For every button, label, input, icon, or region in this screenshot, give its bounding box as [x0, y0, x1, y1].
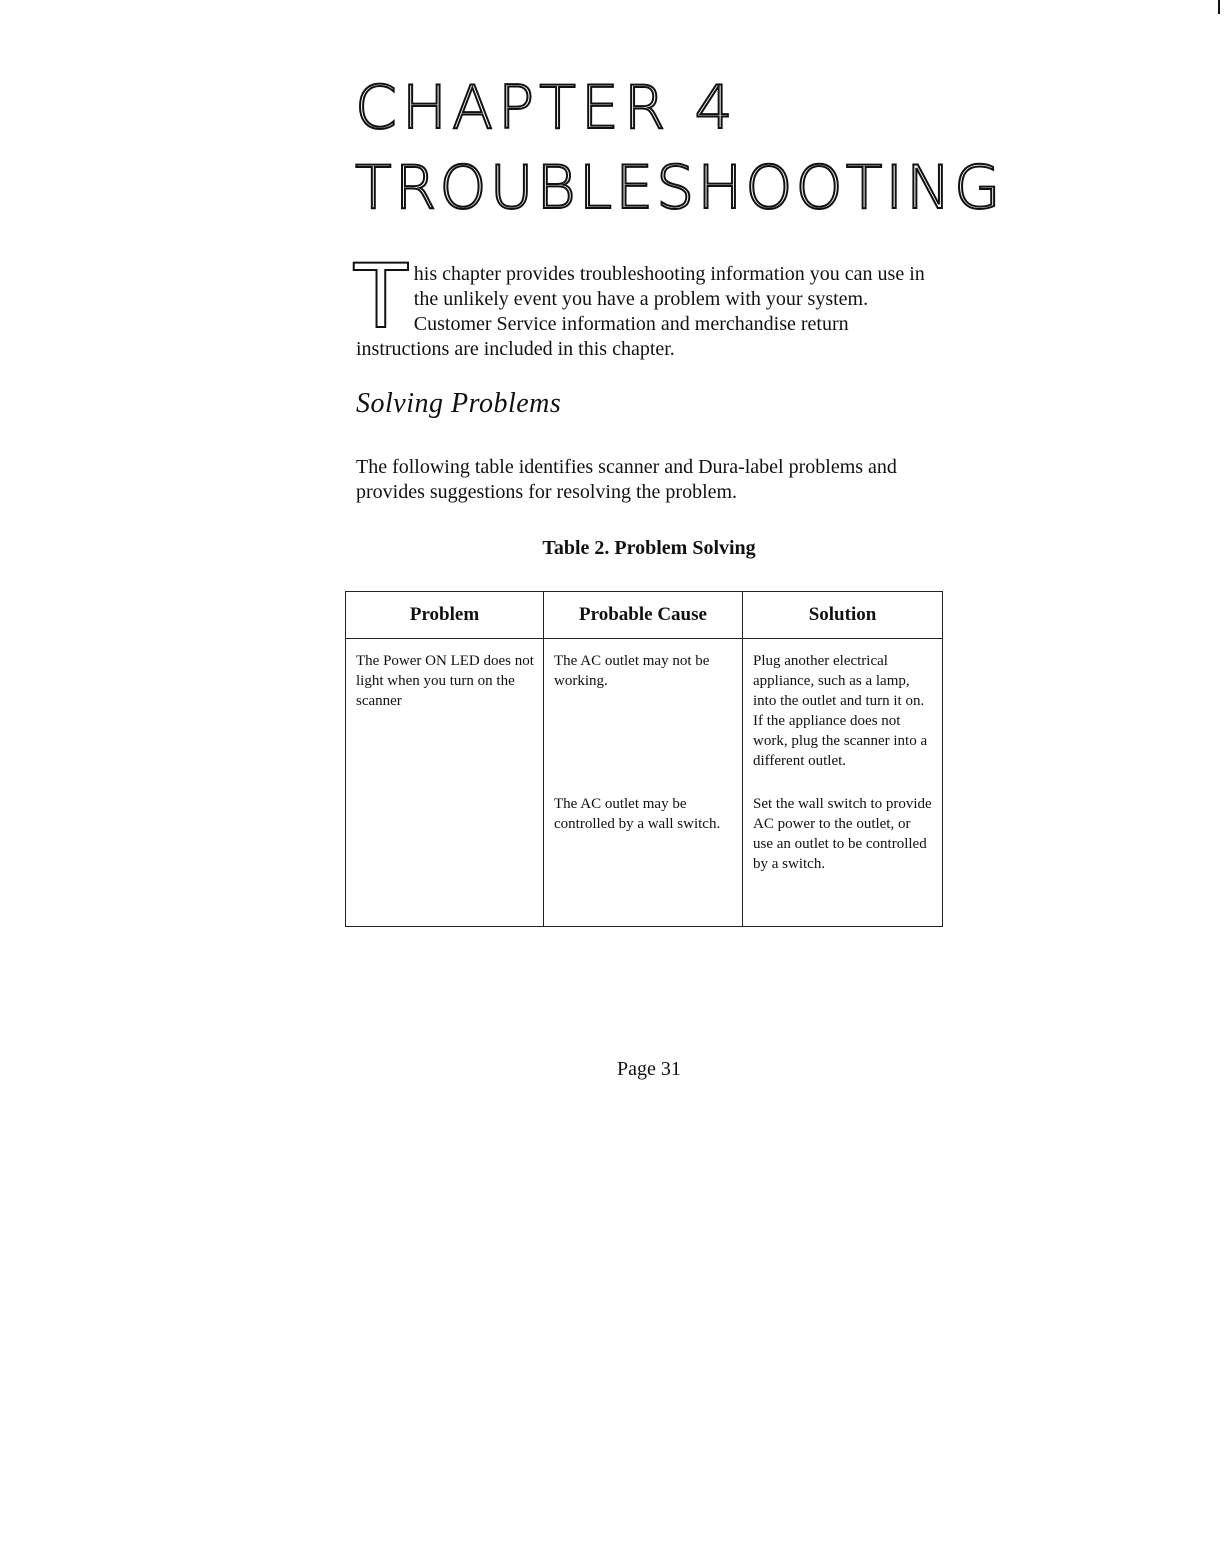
- header-solution: Solution: [743, 592, 943, 639]
- cause-block-1: [554, 651, 734, 794]
- problem-cell: [346, 639, 544, 927]
- cause-text-1: The AC outlet may not be working.: [554, 653, 710, 689]
- table-header-row: [346, 592, 943, 639]
- section-heading: Solving Problems: [356, 388, 562, 419]
- chapter-title: [355, 73, 1004, 238]
- table-caption: Table 2. Problem Solving: [542, 537, 756, 559]
- cause-text-2: The AC outlet may be controlled by a wall switch.: [554, 796, 721, 832]
- intro-paragraph: [354, 245, 926, 362]
- chapter-number: CHAPTER 4: [355, 73, 738, 143]
- problem-table: [345, 591, 943, 927]
- intro-text: his chapter provides troubleshooting information you can use in the unlikely event you have a problem with your system. Customer Service information and merchandise return instructions are included in this chapter.: [356, 263, 925, 360]
- chapter-name: TROUBLESHOOTING: [355, 153, 1004, 223]
- solution-cell: [743, 639, 943, 927]
- page-edge-mark: [1218, 0, 1220, 14]
- drop-cap: T: [354, 245, 408, 348]
- solution-text-2: Set the wall switch to provide AC power to the outlet, or use an outlet to be controlled by a switch.: [753, 796, 932, 872]
- header-probable-cause: Probable Cause: [544, 592, 743, 639]
- header-problem: Problem: [346, 592, 544, 639]
- solution-text-1: Plug another electrical appliance, such as a lamp, into the outlet and turn it on. If the appliance does not work, plug the scanner into a different outlet.: [753, 653, 928, 769]
- cause-cell: [544, 639, 743, 927]
- section-lead: The following table identifies scanner and Dura-label problems and provides suggestions for resolving the problem.: [356, 456, 897, 503]
- page-number: Page 31: [617, 1058, 681, 1080]
- table-row: [346, 639, 943, 927]
- problem-text: The Power ON LED does not light when you turn on the scanner: [356, 653, 534, 709]
